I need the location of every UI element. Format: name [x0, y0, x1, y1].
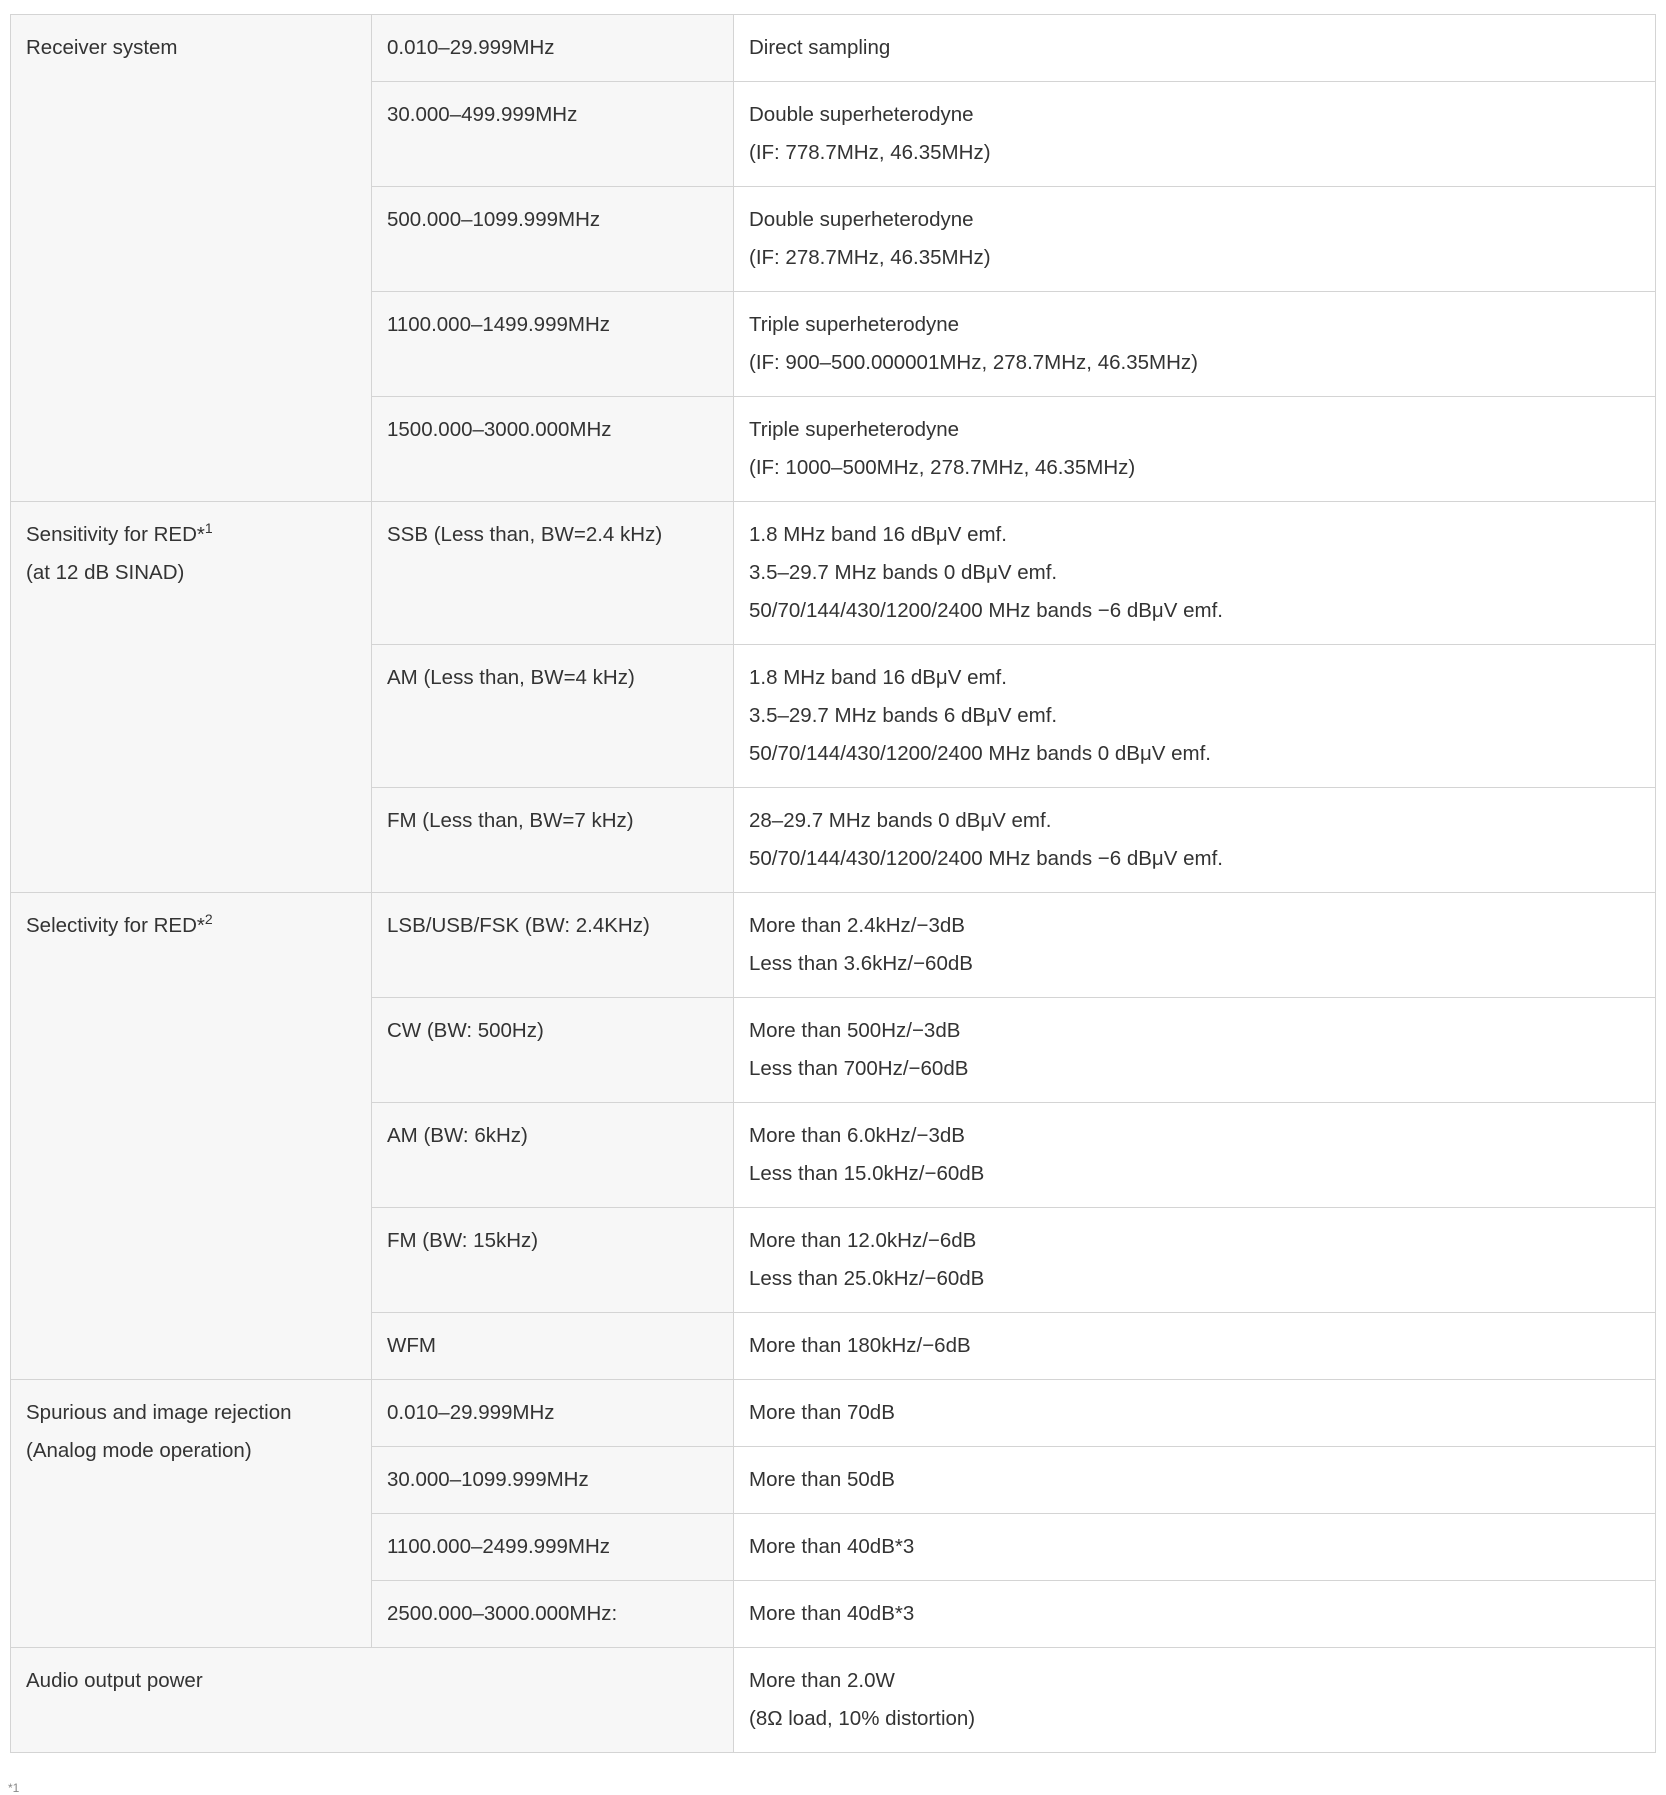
table-row: [11, 502, 1656, 645]
value-cell: [734, 292, 1656, 397]
value-line: More than 12.0kHz/−6dB: [749, 1229, 977, 1252]
range-label: 0.010–29.999MHz: [387, 36, 555, 59]
category-label: [26, 907, 356, 945]
range-cell: [372, 1103, 734, 1208]
range-cell: [372, 82, 734, 187]
category-cell-audio-output: [11, 1648, 734, 1753]
value-cell: [734, 1514, 1656, 1581]
table-row: [11, 15, 1656, 82]
spec-table: [10, 14, 1656, 1753]
value-line: 1.8 MHz band 16 dBμV emf.: [749, 666, 1007, 689]
range-label: 1100.000–1499.999MHz: [387, 313, 611, 336]
range-cell: [372, 998, 734, 1103]
value-cell: [734, 1581, 1656, 1648]
value-line: (8Ω load, 10% distortion): [749, 1707, 976, 1730]
range-cell: [372, 788, 734, 893]
value-line: (IF: 278.7MHz, 46.35MHz): [749, 246, 991, 269]
range-label: LSB/USB/FSK (BW: 2.4KHz): [387, 914, 650, 937]
value-line: (IF: 900–500.000001MHz, 278.7MHz, 46.35MHz): [749, 351, 1198, 374]
value-line: More than 2.0W: [749, 1669, 895, 1692]
category-sublabel: (Analog mode operation): [26, 1439, 252, 1462]
value-cell: [734, 82, 1656, 187]
value-cell: [734, 1648, 1656, 1753]
category-cell-selectivity: [11, 893, 372, 1380]
value-cell: [734, 15, 1656, 82]
range-label: SSB (Less than, BW=2.4 kHz): [387, 523, 663, 546]
value-line: Triple superheterodyne: [749, 313, 960, 336]
value-cell: [734, 788, 1656, 893]
value-line: 50/70/144/430/1200/2400 MHz bands −6 dBμV emf.: [749, 599, 1223, 622]
footnote-marker: *1: [8, 1781, 20, 1795]
range-label: AM (BW: 6kHz): [387, 1124, 528, 1147]
value-line: More than 500Hz/−3dB: [749, 1019, 961, 1042]
value-cell: [734, 1208, 1656, 1313]
value-cell: [734, 502, 1656, 645]
category-cell-spurious: [11, 1380, 372, 1648]
range-cell: [372, 1380, 734, 1447]
value-line: 50/70/144/430/1200/2400 MHz bands 0 dBμV emf.: [749, 742, 1211, 765]
value-line: More than 40dB*3: [749, 1535, 915, 1558]
value-line: More than 50dB: [749, 1468, 895, 1491]
range-label: 30.000–1099.999MHz: [387, 1468, 589, 1491]
range-cell: [372, 893, 734, 998]
value-cell: [734, 187, 1656, 292]
range-label: 2500.000–3000.000MHz:: [387, 1602, 618, 1625]
range-cell: [372, 15, 734, 82]
value-line: Double superheterodyne: [749, 103, 974, 126]
range-label: AM (Less than, BW=4 kHz): [387, 666, 635, 689]
range-cell: [372, 1208, 734, 1313]
value-line: More than 70dB: [749, 1401, 895, 1424]
range-cell: [372, 1581, 734, 1648]
value-line: Less than 3.6kHz/−60dB: [749, 952, 973, 975]
category-cell-sensitivity: [11, 502, 372, 893]
range-cell: [372, 1313, 734, 1380]
table-row: [11, 1648, 1656, 1753]
category-label: Spurious and image rejection: [26, 1401, 292, 1424]
value-line: Direct sampling: [749, 36, 891, 59]
value-line: 3.5–29.7 MHz bands 0 dBμV emf.: [749, 561, 1058, 584]
category-label-text: Selectivity for RED*: [26, 914, 205, 937]
value-cell: [734, 998, 1656, 1103]
category-label-text: Sensitivity for RED*: [26, 523, 205, 546]
value-cell: [734, 1380, 1656, 1447]
value-line: 1.8 MHz band 16 dBμV emf.: [749, 523, 1007, 546]
value-line: More than 180kHz/−6dB: [749, 1334, 971, 1357]
value-line: 28–29.7 MHz bands 0 dBμV emf.: [749, 809, 1052, 832]
category-sublabel: (at 12 dB SINAD): [26, 561, 185, 584]
table-row: [11, 893, 1656, 998]
value-line: Less than 700Hz/−60dB: [749, 1057, 969, 1080]
value-line: Triple superheterodyne: [749, 418, 960, 441]
value-line: Less than 15.0kHz/−60dB: [749, 1162, 985, 1185]
footnote-ref: 2: [204, 911, 213, 928]
range-label: 30.000–499.999MHz: [387, 103, 578, 126]
value-cell: [734, 1313, 1656, 1380]
range-cell: [372, 397, 734, 502]
value-cell: [734, 645, 1656, 788]
range-cell: [372, 187, 734, 292]
value-cell: [734, 1103, 1656, 1208]
range-cell: [372, 292, 734, 397]
value-line: Double superheterodyne: [749, 208, 974, 231]
value-line: More than 6.0kHz/−3dB: [749, 1124, 965, 1147]
range-label: 1100.000–2499.999MHz: [387, 1535, 611, 1558]
value-line: (IF: 1000–500MHz, 278.7MHz, 46.35MHz): [749, 456, 1136, 479]
range-label: 0.010–29.999MHz: [387, 1401, 555, 1424]
category-label: Audio output power: [26, 1669, 203, 1692]
category-label: [26, 516, 356, 554]
value-line: (IF: 778.7MHz, 46.35MHz): [749, 141, 991, 164]
value-line: 50/70/144/430/1200/2400 MHz bands −6 dBμV emf.: [749, 847, 1223, 870]
value-cell: [734, 1447, 1656, 1514]
range-label: WFM: [387, 1334, 436, 1357]
value-line: 3.5–29.7 MHz bands 6 dBμV emf.: [749, 704, 1058, 727]
value-line: More than 40dB*3: [749, 1602, 915, 1625]
category-label: Receiver system: [26, 36, 178, 59]
range-label: 500.000–1099.999MHz: [387, 208, 601, 231]
value-line: More than 2.4kHz/−3dB: [749, 914, 965, 937]
value-cell: [734, 893, 1656, 998]
range-cell: [372, 1447, 734, 1514]
table-row: [11, 1380, 1656, 1447]
range-label: CW (BW: 500Hz): [387, 1019, 544, 1042]
range-cell: [372, 645, 734, 788]
value-line: Less than 25.0kHz/−60dB: [749, 1267, 985, 1290]
footnote-ref: 1: [204, 520, 213, 537]
range-label: FM (BW: 15kHz): [387, 1229, 539, 1252]
range-cell: [372, 1514, 734, 1581]
category-cell-receiver-system: [11, 15, 372, 502]
value-cell: [734, 397, 1656, 502]
range-label: 1500.000–3000.000MHz: [387, 418, 612, 441]
range-label: FM (Less than, BW=7 kHz): [387, 809, 634, 832]
range-cell: [372, 502, 734, 645]
